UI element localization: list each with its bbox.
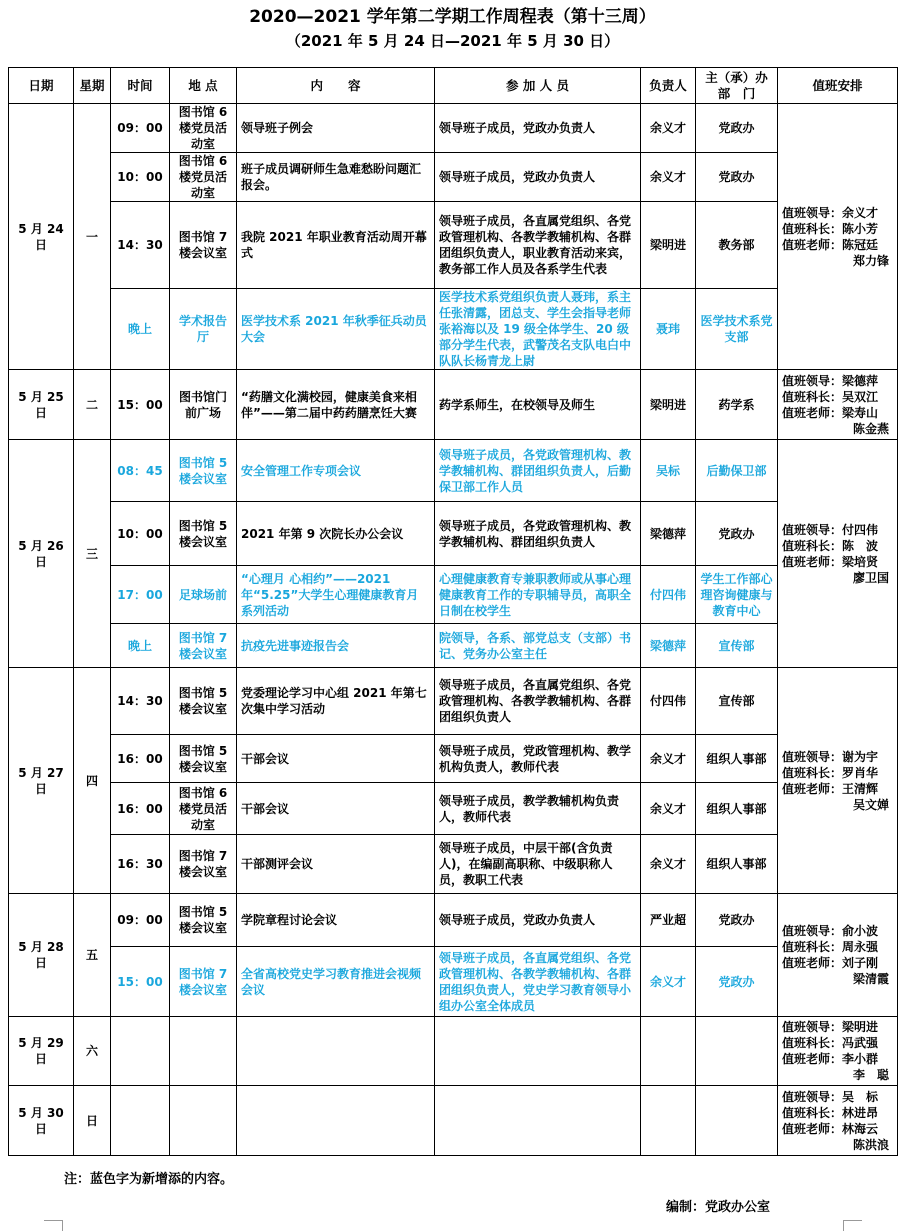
participants-cell: 领导班子成员，各直属党组织、各党政管理机构、各教学教辅机构、各群团组织负责人，职业教育活动来宾，教务部工作人员及各系学生代表 <box>435 202 641 289</box>
content-cell: 领导班子例会 <box>237 104 435 153</box>
content-cell: “药膳文化满校园，健康美食来相伴”——第二届中药药膳烹饪大赛 <box>237 370 435 440</box>
table-row <box>9 202 898 289</box>
duty-teacher: 值班老师：梁寿山 <box>782 405 879 420</box>
content-cell: 干部会议 <box>237 735 435 783</box>
owner-cell <box>641 1086 696 1156</box>
content-cell: 医学技术系 2021 年秋季征兵动员大会 <box>237 289 435 370</box>
time-cell: 晚上 <box>111 289 170 370</box>
table-row <box>9 668 898 735</box>
dept-cell: 党政办 <box>696 502 778 566</box>
duty-cell <box>778 1017 898 1086</box>
content-cell: 2021 年第 9 次院长办公会议 <box>237 502 435 566</box>
table-header-row <box>9 68 898 104</box>
duty-teacher: 值班老师：李小群 <box>782 1052 879 1066</box>
date-cell: 5 月 24 日 <box>9 104 74 370</box>
participants-cell: 领导班子成员，各直属党组织、各党政管理机构、各教学教辅机构、各群团组织负责人，党史学习教育领导小组办公室全体成员 <box>435 947 641 1017</box>
duty-cell <box>778 894 898 1017</box>
time-cell: 14：30 <box>111 202 170 289</box>
time-cell: 15：00 <box>111 947 170 1017</box>
duty-leader: 值班领导：谢为宇 <box>782 749 879 764</box>
place-cell: 图书馆 7 楼会议室 <box>170 202 237 289</box>
time-cell: 09：00 <box>111 104 170 153</box>
place-cell: 图书馆 6 楼党员活动室 <box>170 783 237 835</box>
content-cell: 我院 2021 年职业教育活动周开幕式 <box>237 202 435 289</box>
time-cell: 10：00 <box>111 502 170 566</box>
page-corner-mark-left <box>44 1220 63 1231</box>
duty-leader: 值班领导：付四伟 <box>782 522 879 537</box>
owner-cell: 聂玮 <box>641 289 696 370</box>
owner-cell: 余义才 <box>641 104 696 153</box>
dept-cell: 组织人事部 <box>696 835 778 894</box>
duty-cell <box>778 1086 898 1156</box>
content-cell: 全省高校党史学习教育推进会视频会议 <box>237 947 435 1017</box>
duty-teacher-2: 廖卫国 <box>852 570 889 585</box>
weekly-schedule-table <box>8 67 898 1156</box>
table-row <box>9 289 898 370</box>
duty-chief: 值班科长：罗肖华 <box>782 765 879 780</box>
duty-teacher-2: 梁清霞 <box>852 972 889 986</box>
page-corner-mark-right <box>843 1220 862 1231</box>
participants-cell: 领导班子成员，教学教辅机构负责人，教师代表 <box>435 783 641 835</box>
duty-teacher: 值班老师：林海云 <box>782 1121 879 1136</box>
place-cell: 图书馆 7 楼会议室 <box>170 835 237 894</box>
owner-cell: 余义才 <box>641 835 696 894</box>
date-cell: 5 月 27 日 <box>9 668 74 894</box>
time-cell: 10：00 <box>111 153 170 202</box>
owner-cell: 余义才 <box>641 783 696 835</box>
dept-cell: 教务部 <box>696 202 778 289</box>
duty-leader: 值班领导：梁明进 <box>782 1020 879 1034</box>
dept-cell: 宣传部 <box>696 624 778 668</box>
dept-cell: 医学技术系党支部 <box>696 289 778 370</box>
duty-cell <box>778 370 898 440</box>
participants-cell: 领导班子成员，各直属党组织、各党政管理机构、各教学教辅机构、各群团组织负责人 <box>435 668 641 735</box>
participants-cell <box>435 1017 641 1086</box>
col-header-time: 时间 <box>111 68 170 104</box>
place-cell: 图书馆 6 楼党员活动室 <box>170 153 237 202</box>
place-cell: 图书馆 5 楼会议室 <box>170 894 237 947</box>
place-cell: 图书馆 6 楼党员活动室 <box>170 104 237 153</box>
table-row <box>9 894 898 947</box>
time-cell: 15：00 <box>111 370 170 440</box>
table-row <box>9 947 898 1017</box>
col-header-place: 地 点 <box>170 68 237 104</box>
duty-chief: 值班科长：冯武强 <box>782 1036 879 1050</box>
participants-cell: 药学系师生，在校领导及师生 <box>435 370 641 440</box>
participants-cell: 心理健康教育专兼职教师或从事心理健康教育工作的专职辅导员，高职全日制在校学生 <box>435 566 641 624</box>
duty-cell <box>778 668 898 894</box>
time-cell: 09：00 <box>111 894 170 947</box>
col-header-weekday: 星期 <box>74 68 111 104</box>
col-header-owner: 负责人 <box>641 68 696 104</box>
table-row <box>9 440 898 502</box>
dept-cell: 后勤保卫部 <box>696 440 778 502</box>
place-cell: 图书馆门前广场 <box>170 370 237 440</box>
duty-leader: 值班领导：俞小波 <box>782 924 879 938</box>
place-cell: 图书馆 5 楼会议室 <box>170 502 237 566</box>
place-cell: 图书馆 5 楼会议室 <box>170 440 237 502</box>
participants-cell: 领导班子成员，中层干部(含负责人)，在编副高职称、中级职称人员，教职工代表 <box>435 835 641 894</box>
place-cell: 图书馆 5 楼会议室 <box>170 668 237 735</box>
time-cell: 16：00 <box>111 735 170 783</box>
content-cell: 干部测评会议 <box>237 835 435 894</box>
dept-cell <box>696 1086 778 1156</box>
participants-cell: 院领导，各系、部党总支（支部）书记、党务办公室主任 <box>435 624 641 668</box>
place-cell: 学术报告厅 <box>170 289 237 370</box>
duty-chief: 值班科长：陈 波 <box>782 538 879 553</box>
col-header-duty: 值班安排 <box>778 68 898 104</box>
owner-cell: 余义才 <box>641 153 696 202</box>
place-cell: 图书馆 7 楼会议室 <box>170 624 237 668</box>
duty-teacher: 值班老师：刘子刚 <box>782 956 879 970</box>
weekday-cell: 日 <box>74 1086 111 1156</box>
duty-leader: 值班领导：梁德萍 <box>782 373 879 388</box>
table-row <box>9 370 898 440</box>
dept-cell: 组织人事部 <box>696 735 778 783</box>
owner-cell: 余义才 <box>641 947 696 1017</box>
table-row <box>9 502 898 566</box>
dept-cell <box>696 1017 778 1086</box>
duty-teacher-2: 李 聪 <box>852 1068 889 1082</box>
duty-chief: 值班科长：吴双江 <box>782 389 879 404</box>
participants-cell: 领导班子成员，党政办负责人 <box>435 104 641 153</box>
col-header-date: 日期 <box>9 68 74 104</box>
participants-cell: 领导班子成员，各党政管理机构、教学教辅机构、群团组织负责人，后勤保卫部工作人员 <box>435 440 641 502</box>
time-cell: 14：30 <box>111 668 170 735</box>
place-cell: 图书馆 5 楼会议室 <box>170 735 237 783</box>
table-row <box>9 1017 898 1086</box>
owner-cell: 梁德萍 <box>641 624 696 668</box>
participants-cell <box>435 1086 641 1156</box>
footer-note: 注：蓝色字为新增添的内容。 <box>64 1172 234 1187</box>
owner-cell: 付四伟 <box>641 668 696 735</box>
content-cell: 抗疫先进事迹报告会 <box>237 624 435 668</box>
content-cell: 干部会议 <box>237 783 435 835</box>
place-cell <box>170 1017 237 1086</box>
date-range-subtitle: （2021 年 5 月 24 日—2021 年 5 月 30 日） <box>285 32 620 50</box>
duty-teacher-2: 郑力锋 <box>852 253 889 268</box>
date-cell: 5 月 28 日 <box>9 894 74 1017</box>
participants-cell: 领导班子成员，党政办负责人 <box>435 894 641 947</box>
weekday-cell: 六 <box>74 1017 111 1086</box>
time-cell: 08：45 <box>111 440 170 502</box>
col-header-content: 内 容 <box>237 68 435 104</box>
page-title: 2020—2021 学年第二学期工作周程表（第十三周） <box>249 7 656 27</box>
table-row <box>9 153 898 202</box>
owner-cell: 梁明进 <box>641 202 696 289</box>
owner-cell: 付四伟 <box>641 566 696 624</box>
weekday-cell: 一 <box>74 104 111 370</box>
participants-cell: 领导班子成员，各党政管理机构、教学教辅机构、群团组织负责人 <box>435 502 641 566</box>
table-row <box>9 783 898 835</box>
date-cell: 5 月 25 日 <box>9 370 74 440</box>
content-cell: 班子成员调研师生急难愁盼问题汇报会。 <box>237 153 435 202</box>
date-cell: 5 月 29 日 <box>9 1017 74 1086</box>
col-header-participants: 参 加 人 员 <box>435 68 641 104</box>
time-cell: 17：00 <box>111 566 170 624</box>
table-row <box>9 735 898 783</box>
dept-cell: 党政办 <box>696 894 778 947</box>
duty-leader: 值班领导：吴 标 <box>782 1089 879 1104</box>
owner-cell: 梁德萍 <box>641 502 696 566</box>
dept-cell: 党政办 <box>696 153 778 202</box>
place-cell: 足球场前 <box>170 566 237 624</box>
weekday-cell: 四 <box>74 668 111 894</box>
duty-teacher: 值班老师：王清辉 <box>782 781 879 796</box>
time-cell <box>111 1017 170 1086</box>
content-cell: 学院章程讨论会议 <box>237 894 435 947</box>
dept-cell: 药学系 <box>696 370 778 440</box>
table-row <box>9 566 898 624</box>
duty-chief: 值班科长：周永强 <box>782 940 879 954</box>
duty-teacher-2: 陈洪浪 <box>852 1137 889 1152</box>
content-cell: 安全管理工作专项会议 <box>237 440 435 502</box>
table-row <box>9 104 898 153</box>
participants-cell: 领导班子成员，党政办负责人 <box>435 153 641 202</box>
content-cell <box>237 1086 435 1156</box>
duty-cell <box>778 104 898 370</box>
owner-cell: 吴标 <box>641 440 696 502</box>
owner-cell <box>641 1017 696 1086</box>
duty-cell <box>778 440 898 668</box>
place-cell <box>170 1086 237 1156</box>
owner-cell: 梁明进 <box>641 370 696 440</box>
weekday-cell: 三 <box>74 440 111 668</box>
dept-cell: 党政办 <box>696 947 778 1017</box>
duty-teacher-2: 吴文婵 <box>852 797 889 812</box>
duty-teacher: 值班老师：陈冠廷 <box>782 237 879 252</box>
duty-leader: 值班领导：余义才 <box>782 205 879 220</box>
footer-editor: 编制：党政办公室 <box>666 1200 771 1215</box>
duty-chief: 值班科长：陈小芳 <box>782 221 879 236</box>
content-cell: “心理月 心相约”——2021 年“5.25”大学生心理健康教育月系列活动 <box>237 566 435 624</box>
duty-teacher: 值班老师：梁培贤 <box>782 554 879 569</box>
dept-cell: 组织人事部 <box>696 783 778 835</box>
place-cell: 图书馆 7 楼会议室 <box>170 947 237 1017</box>
time-cell: 16：00 <box>111 783 170 835</box>
date-cell: 5 月 26 日 <box>9 440 74 668</box>
duty-teacher-2: 陈金燕 <box>852 421 889 436</box>
participants-cell: 领导班子成员，党政管理机构、教学机构负责人，教师代表 <box>435 735 641 783</box>
time-cell: 晚上 <box>111 624 170 668</box>
weekday-cell: 五 <box>74 894 111 1017</box>
content-cell <box>237 1017 435 1086</box>
table-row <box>9 624 898 668</box>
table-row <box>9 1086 898 1156</box>
time-cell <box>111 1086 170 1156</box>
owner-cell: 严业超 <box>641 894 696 947</box>
weekday-cell: 二 <box>74 370 111 440</box>
time-cell: 16：30 <box>111 835 170 894</box>
owner-cell: 余义才 <box>641 735 696 783</box>
content-cell: 党委理论学习中心组 2021 年第七次集中学习活动 <box>237 668 435 735</box>
duty-chief: 值班科长：林进昂 <box>782 1105 879 1120</box>
table-row <box>9 835 898 894</box>
date-cell: 5 月 30 日 <box>9 1086 74 1156</box>
participants-cell: 医学技术系党组织负责人聂玮，系主任张清露，团总支、学生会指导老师张裕海以及 19 级全体学生、20 级部分学生代表，武警茂名支队电白中队队长杨青龙上尉 <box>435 289 641 370</box>
dept-cell: 党政办 <box>696 104 778 153</box>
dept-cell: 学生工作部心理咨询健康与教育中心 <box>696 566 778 624</box>
dept-cell: 宣传部 <box>696 668 778 735</box>
col-header-dept: 主（承）办部 门 <box>696 68 778 104</box>
